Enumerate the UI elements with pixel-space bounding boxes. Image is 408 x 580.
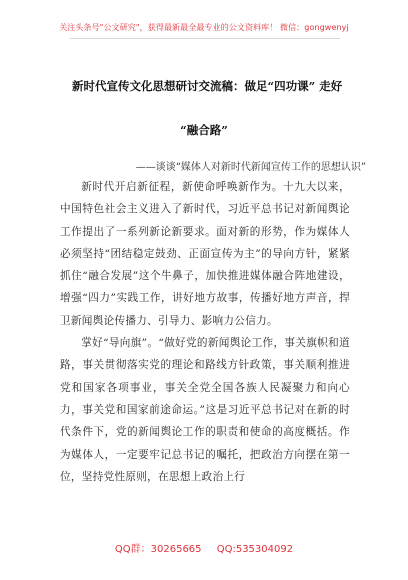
footer-contact xyxy=(0,540,408,555)
body-paragraph: 掌好“导向旗”。“做好党的新闻舆论工作，事关旗帜和道路，事关贯彻落实党的理论和路线方针政策，事关顺利推进党和国家各项事业，事关全党全国各族人民凝聚力和向心力，事关党和国家前途命运。”这是习近平总书记对在新的时代条件下，党的新闻舆论工作的职责和使命的高度概括。作为媒体人，一定要牢记总书记的嘱托，把政治方向摆在第一位，坚持党性原则，在思想上政治上行 xyxy=(60,337,350,483)
header-divider xyxy=(70,38,340,39)
body-paragraph: 新时代开启新征程，新使命呼唤新作为。十九大以来，中国特色社会主义进入了新时代，习近平总书记对新闻舆论工作提出了一系列新论新要求。面对新的形势，作为媒体人必须坚持“团结稳定鼓劲、正面宣传为主”的导向方针，紧紧抓住“融合发展”这个牛鼻子，加快推进媒体融合阵地建设，增强“四力”实践工作，讲好地方故事，传播好地方声音，捍卫新闻舆论传播力、引导力、影响力公信力。 xyxy=(60,181,350,327)
footer-qq: QQ:535304092 xyxy=(216,544,294,555)
document-subtitle: ——谈谈“媒体人对新时代新闻宣传工作的思想认识” xyxy=(135,162,366,173)
document-title-line-1: 新时代宣传文化思想研讨交流稿：做足“四功课” 走好 xyxy=(72,79,343,93)
document-body xyxy=(60,176,350,488)
header-banner: 关注头条号"公文研究"，获得最新最全最专业的公文资料库！ 微信：gongwenyj xyxy=(59,23,349,32)
footer-qq-group: QQ群：30265665 xyxy=(114,544,202,555)
document-title-line-2: “融合路” xyxy=(180,123,228,137)
